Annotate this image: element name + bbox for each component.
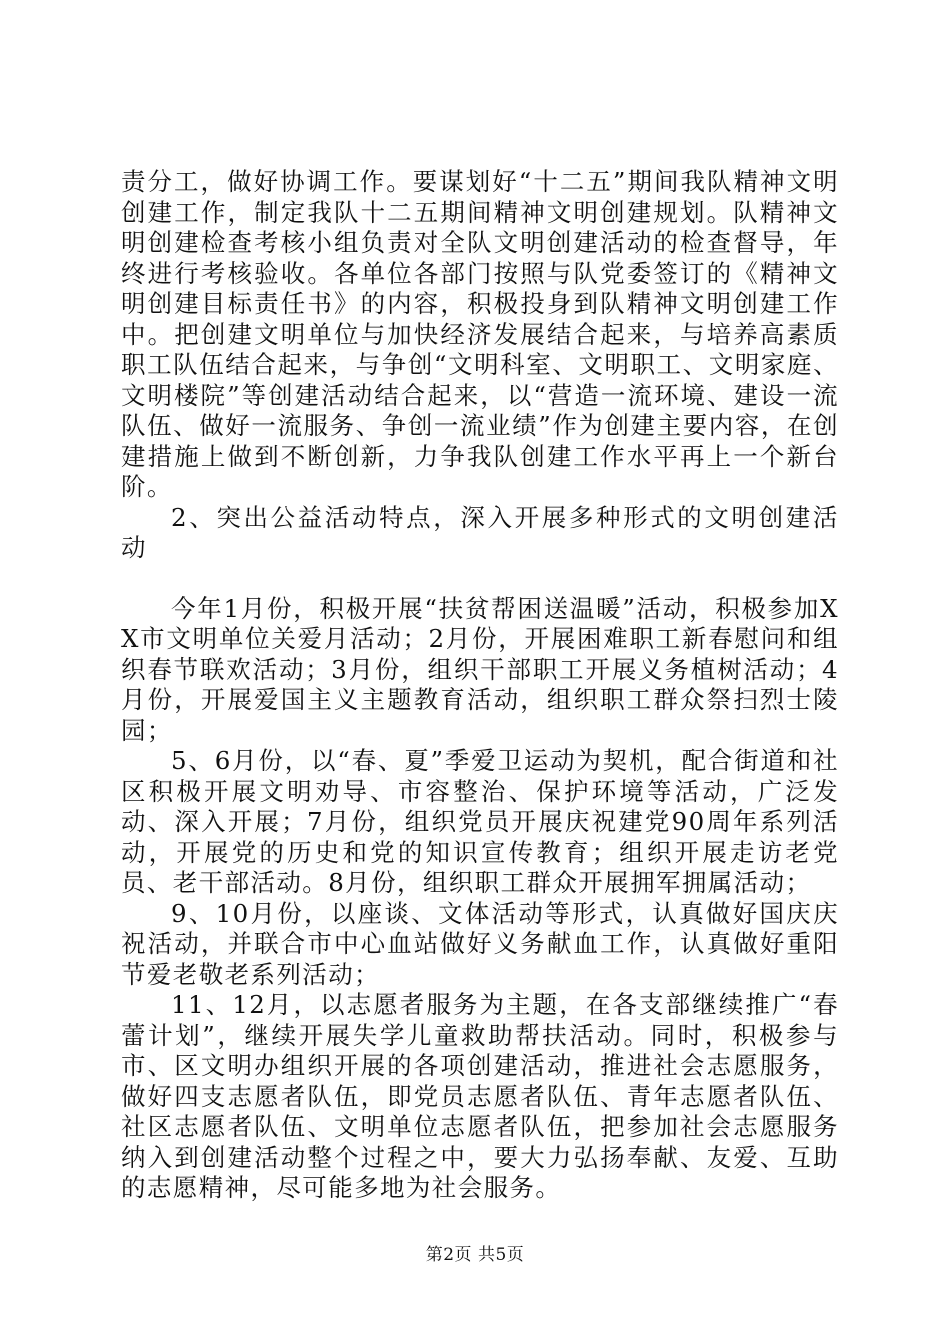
paragraph-nov-dec: 11、12月，以志愿者服务为主题，在各支部继续推广“春蕾计划”，继续开展失学儿童救助帮扶活动。同时，积极参与市、区文明办组织开展的各项创建活动，推进社会志愿服务，做好四支志愿者队伍，即党员志愿者队伍、青年志愿者队伍、社区志愿者队伍、文明单位志愿者队伍，把参加社会志愿服务纳入到创建活动整个过程之中，要大力弘扬奉献、友爱、互助的志愿精神，尽可能多地为社会服务。 (121, 990, 839, 1202)
section-heading-public-welfare: 2、突出公益活动特点，深入开展多种形式的文明创建活动 (121, 502, 839, 562)
paragraph-sep-oct: 9、10月份，以座谈、文体活动等形式，认真做好国庆庆祝活动，并联合市中心血站做好义务献血工作，认真做好重阳节爱老敬老系列活动； (121, 898, 839, 989)
paragraph-may-aug: 5、6月份，以“春、夏”季爱卫运动为契机，配合街道和社区积极开展文明劝导、市容整治、保护环境等活动，广泛发动、深入开展；7月份，组织党员开展庆祝建党90周年系列活动，开展党的历史和党的知识宣传教育；组织开展走访老党员、老干部活动。8月份，组织职工群众开展拥军拥属活动； (121, 746, 839, 897)
paragraph-jan-apr: 今年1月份，积极开展“扶贫帮困送温暖”活动，积极参加XX市文明单位关爱月活动；2月份，开展困难职工新春慰问和组织春节联欢活动；3月份，组织干部职工开展义务植树活动；4月份，开展爱国主义主题教育活动，组织职工群众祭扫烈士陵园； (121, 593, 839, 745)
paragraph-responsibility: 责分工，做好协调工作。要谋划好“十二五”期间我队精神文明创建工作，制定我队十二五期间精神文明创建规划。队精神文明创建检查考核小组负责对全队文明创建活动的检查督导，年终进行考核验收。各单位各部门按照与队党委签订的《精神文明创建目标责任书》的内容，积极投身到队精神文明创建工作中。把创建文明单位与加快经济发展结合起来，与培养高素质职工队伍结合起来，与争创“文明科室、文明职工、文明家庭、文明楼院”等创建活动结合起来，以“营造一流环境、建设一流队伍、做好一流服务、争创一流业绩”作为创建主要内容，在创建措施上做到不断创新，力争我队创建工作水平再上一个新台阶。 (121, 167, 839, 501)
section-gap (121, 564, 839, 594)
page-number-footer: 第2页 共5页 (425, 1245, 525, 1265)
document-body (121, 167, 839, 1204)
